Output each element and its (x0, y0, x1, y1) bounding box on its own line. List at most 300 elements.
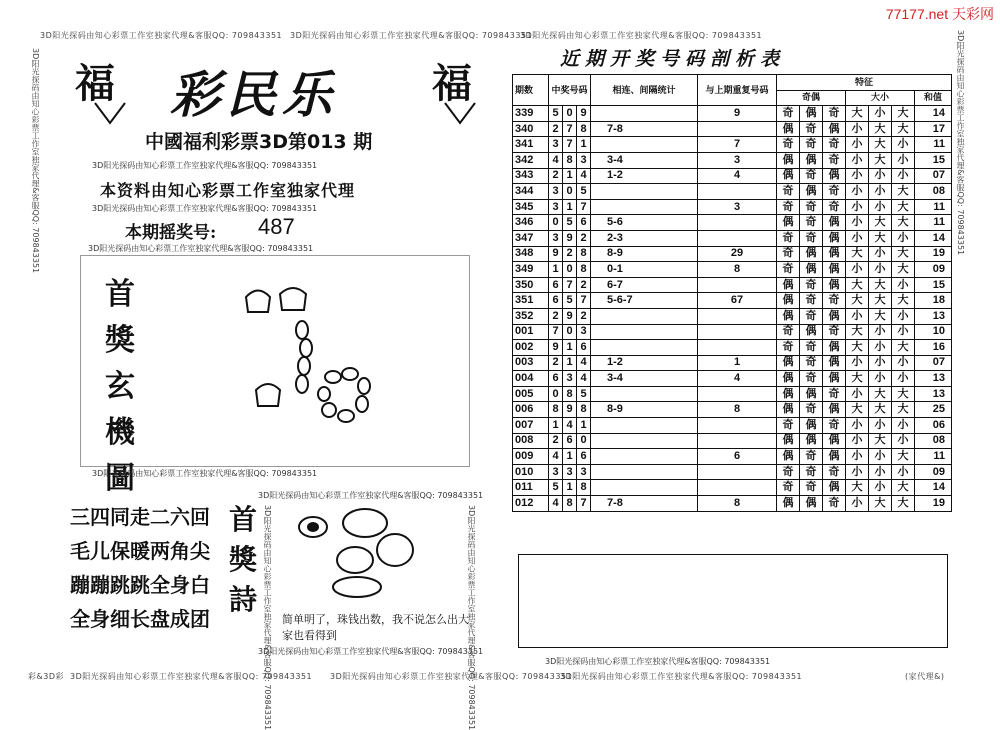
brand-title: 彩民乐 (170, 65, 338, 124)
cell-spacing: 6-7 (591, 277, 698, 293)
cell-odd-even: 偶 (800, 184, 823, 200)
cell-repeat: 4 (698, 168, 777, 184)
puzzle-top-border-text: 3D阳光探码由知心彩票工作室独家代理&客服QQ: 709843351 (88, 244, 314, 253)
table-title: 近期开奖号码剖析表 (560, 48, 786, 70)
cell-digit: 7 (577, 293, 591, 309)
cell-odd-even: 奇 (800, 402, 823, 418)
cell-odd-even: 奇 (777, 324, 800, 340)
bean-shape-5 (333, 577, 381, 597)
poem-line-1: 三四同走二六回 (70, 505, 210, 529)
cell-digit: 0 (563, 184, 577, 200)
cell-digit: 3 (549, 230, 563, 246)
cell-digit: 9 (563, 308, 577, 324)
table-row (513, 355, 952, 371)
cell-spacing: 0-1 (591, 262, 698, 278)
cell-sum: 14 (915, 480, 952, 496)
cell-odd-even: 偶 (800, 496, 823, 512)
cell-odd-even: 奇 (777, 480, 800, 496)
cell-odd-even: 奇 (800, 121, 823, 137)
cell-issue: 339 (513, 106, 549, 122)
cell-digit: 3 (549, 137, 563, 153)
cell-issue: 006 (513, 402, 549, 418)
cell-odd-even: 偶 (800, 106, 823, 122)
poem-lines (70, 500, 210, 636)
cell-repeat: 4 (698, 371, 777, 387)
header-issue: 期数 (513, 75, 549, 106)
cell-repeat: 8 (698, 402, 777, 418)
cell-digit: 4 (577, 355, 591, 371)
cell-spacing: 3-4 (591, 152, 698, 168)
cell-sum: 13 (915, 308, 952, 324)
cell-big-small: 大 (892, 246, 915, 262)
cell-digit: 0 (563, 106, 577, 122)
cell-issue: 011 (513, 480, 549, 496)
cell-big-small: 大 (869, 137, 892, 153)
left-border-text: 3D阳光探码由知心彩票工作室独家代理&客服QQ: 709843351 (31, 48, 40, 274)
cell-big-small: 小 (892, 433, 915, 449)
cell-odd-even: 偶 (800, 246, 823, 262)
cell-odd-even: 奇 (800, 340, 823, 356)
bottom-border-text-left: 3D阳光探码由知心彩票工作室独家代理&客服QQ: 709843351 (70, 672, 313, 681)
cell-digit: 5 (577, 386, 591, 402)
cell-issue: 010 (513, 464, 549, 480)
cell-big-small: 大 (892, 449, 915, 465)
cell-big-small: 大 (846, 293, 869, 309)
cell-digit: 2 (577, 308, 591, 324)
cell-spacing: 5-6 (591, 215, 698, 231)
cell-odd-even: 奇 (800, 277, 823, 293)
cell-issue: 003 (513, 355, 549, 371)
cell-digit: 1 (563, 199, 577, 215)
cell-big-small: 小 (846, 137, 869, 153)
cell-big-small: 大 (869, 433, 892, 449)
cell-sum: 13 (915, 371, 952, 387)
cell-digit: 7 (549, 324, 563, 340)
header-odd-even: 奇偶 (777, 90, 846, 106)
ring-bead-6 (322, 403, 336, 417)
table-row (513, 121, 952, 137)
cell-issue: 009 (513, 449, 549, 465)
cell-odd-even: 偶 (777, 433, 800, 449)
cell-digit: 0 (563, 262, 577, 278)
poem-bottom-border-text: 3D阳光探码由知心彩票工作室独家代理&客服QQ: 709843351 (258, 647, 484, 656)
table-row (513, 418, 952, 434)
fu-character-right: 福 (432, 60, 472, 107)
cell-odd-even: 偶 (823, 480, 846, 496)
cell-odd-even: 奇 (800, 215, 823, 231)
cell-big-small: 小 (846, 152, 869, 168)
cell-odd-even: 偶 (777, 293, 800, 309)
bottom-border-text-right: 3D阳光探码由知心彩票工作室独家代理&客服QQ: 709843351 (560, 672, 803, 681)
cell-odd-even: 偶 (823, 215, 846, 231)
cell-digit: 6 (577, 449, 591, 465)
ingot-icon-1 (246, 291, 270, 313)
cell-spacing (591, 106, 698, 122)
cell-repeat (698, 464, 777, 480)
cell-digit: 7 (563, 121, 577, 137)
cell-digit: 0 (563, 324, 577, 340)
cell-big-small: 大 (846, 324, 869, 340)
cell-digit: 6 (563, 433, 577, 449)
cell-odd-even: 奇 (823, 324, 846, 340)
cell-repeat (698, 215, 777, 231)
cell-spacing (591, 386, 698, 402)
cell-big-small: 大 (846, 402, 869, 418)
cell-digit: 0 (577, 433, 591, 449)
top-border-text-left: 3D阳光探码由知心彩票工作室独家代理&客服QQ: 709843351 (40, 31, 283, 40)
table-row (513, 480, 952, 496)
cell-big-small: 小 (869, 106, 892, 122)
cell-spacing: 7-8 (591, 496, 698, 512)
cell-big-small: 大 (869, 152, 892, 168)
cell-digit: 0 (549, 386, 563, 402)
cell-digit: 4 (563, 418, 577, 434)
cell-sum: 06 (915, 418, 952, 434)
cell-odd-even: 偶 (823, 121, 846, 137)
cell-odd-even: 偶 (823, 402, 846, 418)
cell-digit: 4 (549, 152, 563, 168)
cell-big-small: 小 (869, 246, 892, 262)
cell-digit: 5 (563, 293, 577, 309)
poem-title: 首獎詩 (228, 503, 257, 616)
cell-odd-even: 奇 (800, 199, 823, 215)
puzzle-title: 首獎玄機圖 (105, 277, 135, 496)
cell-digit: 5 (563, 215, 577, 231)
cell-digit: 6 (549, 277, 563, 293)
cell-big-small: 大 (869, 496, 892, 512)
cell-odd-even: 奇 (777, 106, 800, 122)
cell-odd-even: 奇 (777, 137, 800, 153)
cell-big-small: 小 (869, 464, 892, 480)
cell-repeat: 1 (698, 355, 777, 371)
cell-sum: 13 (915, 386, 952, 402)
table-row (513, 215, 952, 231)
cell-digit: 6 (549, 293, 563, 309)
cell-digit: 8 (563, 496, 577, 512)
cell-big-small: 大 (869, 230, 892, 246)
cell-big-small: 小 (869, 340, 892, 356)
cell-odd-even: 奇 (800, 480, 823, 496)
cell-odd-even: 奇 (823, 464, 846, 480)
table-row (513, 449, 952, 465)
cell-digit: 3 (563, 371, 577, 387)
cell-odd-even: 奇 (777, 230, 800, 246)
cell-sum: 15 (915, 152, 952, 168)
table-row (513, 308, 952, 324)
cell-digit: 9 (549, 246, 563, 262)
cell-big-small: 小 (846, 496, 869, 512)
cell-digit: 2 (563, 246, 577, 262)
cell-big-small: 小 (869, 449, 892, 465)
cell-big-small: 小 (892, 464, 915, 480)
bottom-border-lead: 彩&3D彩 (28, 672, 64, 681)
cell-issue: 352 (513, 308, 549, 324)
cell-digit: 5 (549, 106, 563, 122)
cell-repeat: 7 (698, 137, 777, 153)
cell-odd-even: 偶 (823, 355, 846, 371)
table-row (513, 262, 952, 278)
lantern-left-decoration (90, 98, 130, 128)
cell-sum: 14 (915, 106, 952, 122)
cell-big-small: 小 (892, 277, 915, 293)
table-row (513, 230, 952, 246)
cell-odd-even: 偶 (777, 402, 800, 418)
cell-spacing (591, 449, 698, 465)
cell-issue: 351 (513, 293, 549, 309)
cell-spacing (591, 308, 698, 324)
bottom-border-tail: (家代理&) (905, 672, 945, 681)
draw-number-label: 本期摇奖号: (125, 223, 217, 243)
cell-odd-even: 偶 (777, 449, 800, 465)
header-number: 中奖号码 (549, 75, 591, 106)
cell-odd-even: 奇 (800, 230, 823, 246)
cell-odd-even: 偶 (823, 230, 846, 246)
issue-title: 中國福利彩票3D第013 期 (145, 131, 373, 153)
cell-digit: 5 (577, 184, 591, 200)
cell-digit: 4 (549, 496, 563, 512)
coin-bead-3 (298, 357, 310, 375)
cell-odd-even: 偶 (777, 168, 800, 184)
cell-big-small: 大 (892, 184, 915, 200)
cell-sum: 16 (915, 340, 952, 356)
cell-odd-even: 奇 (823, 152, 846, 168)
cell-big-small: 小 (846, 262, 869, 278)
cell-big-small: 小 (892, 355, 915, 371)
header-border-text: 3D阳光探码由知心彩票工作室独家代理&客服QQ: 709843351 (92, 161, 318, 170)
cell-issue: 346 (513, 215, 549, 231)
ingot-icon-3 (256, 384, 280, 406)
cell-sum: 08 (915, 433, 952, 449)
cell-digit: 2 (549, 355, 563, 371)
analysis-table (512, 74, 952, 512)
cell-digit: 7 (563, 137, 577, 153)
cell-repeat (698, 340, 777, 356)
cell-issue: 344 (513, 184, 549, 200)
cell-big-small: 小 (869, 480, 892, 496)
cell-odd-even: 偶 (800, 386, 823, 402)
cell-sum: 11 (915, 137, 952, 153)
top-border-text-mid: 3D阳光探码由知心彩票工作室独家代理&客服QQ: 709843351 (290, 31, 533, 40)
cell-big-small: 小 (846, 433, 869, 449)
poem-note: 简单明了，珠钱出数，我不说怎么出大家也看得到 (282, 613, 469, 642)
cell-odd-even: 奇 (777, 262, 800, 278)
cell-digit: 1 (549, 262, 563, 278)
cell-digit: 1 (563, 168, 577, 184)
cell-big-small: 大 (892, 340, 915, 356)
cell-repeat (698, 277, 777, 293)
cell-odd-even: 奇 (777, 199, 800, 215)
empty-notes-box (518, 554, 948, 648)
cell-issue: 341 (513, 137, 549, 153)
agent-line: 本资料由知心彩票工作室独家代理 (100, 181, 356, 200)
cell-odd-even: 偶 (823, 246, 846, 262)
cell-big-small: 大 (892, 480, 915, 496)
table-row (513, 152, 952, 168)
cell-odd-even: 奇 (800, 371, 823, 387)
cell-sum: 09 (915, 262, 952, 278)
cell-odd-even: 奇 (823, 137, 846, 153)
cell-big-small: 小 (846, 168, 869, 184)
cell-sum: 25 (915, 402, 952, 418)
cell-big-small: 大 (869, 277, 892, 293)
cell-issue: 005 (513, 386, 549, 402)
cell-big-small: 小 (869, 168, 892, 184)
cell-issue: 350 (513, 277, 549, 293)
cell-spacing (591, 324, 698, 340)
bean-shape-3 (377, 534, 413, 566)
cell-issue: 007 (513, 418, 549, 434)
cell-big-small: 小 (846, 355, 869, 371)
cell-sum: 17 (915, 121, 952, 137)
cell-odd-even: 偶 (823, 168, 846, 184)
ring-bead-1 (325, 371, 341, 383)
cell-digit: 2 (549, 121, 563, 137)
cell-big-small: 大 (869, 121, 892, 137)
cell-issue: 348 (513, 246, 549, 262)
poem-line-3: 蹦蹦跳跳全身白 (70, 573, 210, 597)
cell-big-small: 小 (846, 449, 869, 465)
cell-big-small: 小 (892, 168, 915, 184)
cell-digit: 8 (577, 480, 591, 496)
cell-digit: 3 (549, 464, 563, 480)
cell-repeat: 9 (698, 106, 777, 122)
poem-line-2: 毛儿保暖两角尖 (70, 539, 210, 563)
cell-sum: 19 (915, 496, 952, 512)
cell-sum: 18 (915, 293, 952, 309)
cell-repeat (698, 121, 777, 137)
cell-big-small: 小 (869, 324, 892, 340)
cell-big-small: 小 (869, 355, 892, 371)
cell-big-small: 小 (892, 152, 915, 168)
cell-digit: 6 (577, 340, 591, 356)
cell-digit: 2 (577, 277, 591, 293)
cell-spacing: 5-6-7 (591, 293, 698, 309)
cell-big-small: 小 (892, 324, 915, 340)
cell-odd-even: 奇 (800, 168, 823, 184)
ring-bead-3 (358, 378, 370, 394)
cell-sum: 11 (915, 449, 952, 465)
cell-repeat: 29 (698, 246, 777, 262)
cell-repeat: 67 (698, 293, 777, 309)
cell-issue: 345 (513, 199, 549, 215)
cell-digit: 8 (563, 152, 577, 168)
cell-big-small: 小 (846, 215, 869, 231)
table-row (513, 402, 952, 418)
puzzle-drawing (238, 282, 378, 432)
cell-big-small: 小 (869, 199, 892, 215)
cell-odd-even: 奇 (800, 449, 823, 465)
cell-odd-even: 偶 (800, 262, 823, 278)
cell-odd-even: 奇 (800, 293, 823, 309)
cell-big-small: 大 (892, 262, 915, 278)
cell-digit: 2 (577, 230, 591, 246)
cell-repeat (698, 480, 777, 496)
cell-odd-even: 偶 (823, 277, 846, 293)
table-row (513, 199, 952, 215)
cell-big-small: 大 (869, 293, 892, 309)
cell-sum: 07 (915, 168, 952, 184)
cell-odd-even: 偶 (823, 371, 846, 387)
coin-bead-2 (300, 339, 312, 357)
cell-odd-even: 偶 (777, 371, 800, 387)
cell-odd-even: 偶 (823, 433, 846, 449)
cell-repeat: 8 (698, 262, 777, 278)
cell-odd-even: 偶 (777, 386, 800, 402)
cell-spacing (591, 137, 698, 153)
cell-issue: 340 (513, 121, 549, 137)
cell-big-small: 小 (892, 418, 915, 434)
cell-big-small: 小 (892, 230, 915, 246)
cell-digit: 3 (549, 199, 563, 215)
cell-issue: 004 (513, 371, 549, 387)
cell-sum: 10 (915, 324, 952, 340)
cell-spacing (591, 418, 698, 434)
coin-bead-1 (296, 321, 308, 339)
cell-odd-even: 偶 (823, 340, 846, 356)
cell-digit: 1 (563, 340, 577, 356)
cell-repeat (698, 308, 777, 324)
table-row (513, 433, 952, 449)
cell-repeat (698, 433, 777, 449)
header-features: 特征 (777, 75, 952, 91)
cell-big-small: 小 (869, 418, 892, 434)
bean-shape-4 (337, 547, 373, 573)
cell-digit: 1 (577, 137, 591, 153)
cell-big-small: 大 (869, 386, 892, 402)
table-row (513, 293, 952, 309)
cell-big-small: 大 (846, 371, 869, 387)
cell-odd-even: 奇 (800, 355, 823, 371)
cell-digit: 7 (563, 277, 577, 293)
table-row (513, 324, 952, 340)
cell-odd-even: 奇 (800, 308, 823, 324)
cell-odd-even: 奇 (777, 184, 800, 200)
cell-spacing (591, 480, 698, 496)
cell-repeat: 8 (698, 496, 777, 512)
cell-digit: 8 (577, 262, 591, 278)
cell-spacing: 2-3 (591, 230, 698, 246)
cell-digit: 3 (577, 464, 591, 480)
cell-big-small: 大 (846, 277, 869, 293)
cell-sum: 07 (915, 355, 952, 371)
cell-spacing (591, 464, 698, 480)
poem-left-vertical-text: 3D阳光探码由知心彩票工作室独家代理&客服QQ: 709843351 (263, 505, 272, 730)
cell-odd-even: 偶 (777, 496, 800, 512)
bean-shape-2 (343, 509, 387, 537)
table-bottom-border-text: 3D阳光探码由知心彩票工作室独家代理&客服QQ: 709843351 (545, 657, 771, 666)
cell-spacing (591, 433, 698, 449)
cell-odd-even: 偶 (800, 152, 823, 168)
cell-big-small: 大 (892, 386, 915, 402)
cell-digit: 4 (577, 168, 591, 184)
cell-digit: 9 (549, 340, 563, 356)
table-row (513, 464, 952, 480)
cell-digit: 5 (549, 480, 563, 496)
cell-big-small: 小 (869, 262, 892, 278)
cell-odd-even: 奇 (823, 386, 846, 402)
cell-odd-even: 奇 (800, 137, 823, 153)
ring-bead-2 (342, 368, 358, 380)
cell-digit: 1 (563, 480, 577, 496)
cell-spacing: 1-2 (591, 355, 698, 371)
cell-digit: 2 (549, 168, 563, 184)
cell-odd-even: 奇 (777, 246, 800, 262)
poem-line-4: 全身细长盘成团 (70, 607, 210, 631)
cell-odd-even: 偶 (800, 324, 823, 340)
cell-big-small: 小 (892, 371, 915, 387)
cell-spacing: 8-9 (591, 402, 698, 418)
lantern-right-decoration (440, 98, 480, 128)
